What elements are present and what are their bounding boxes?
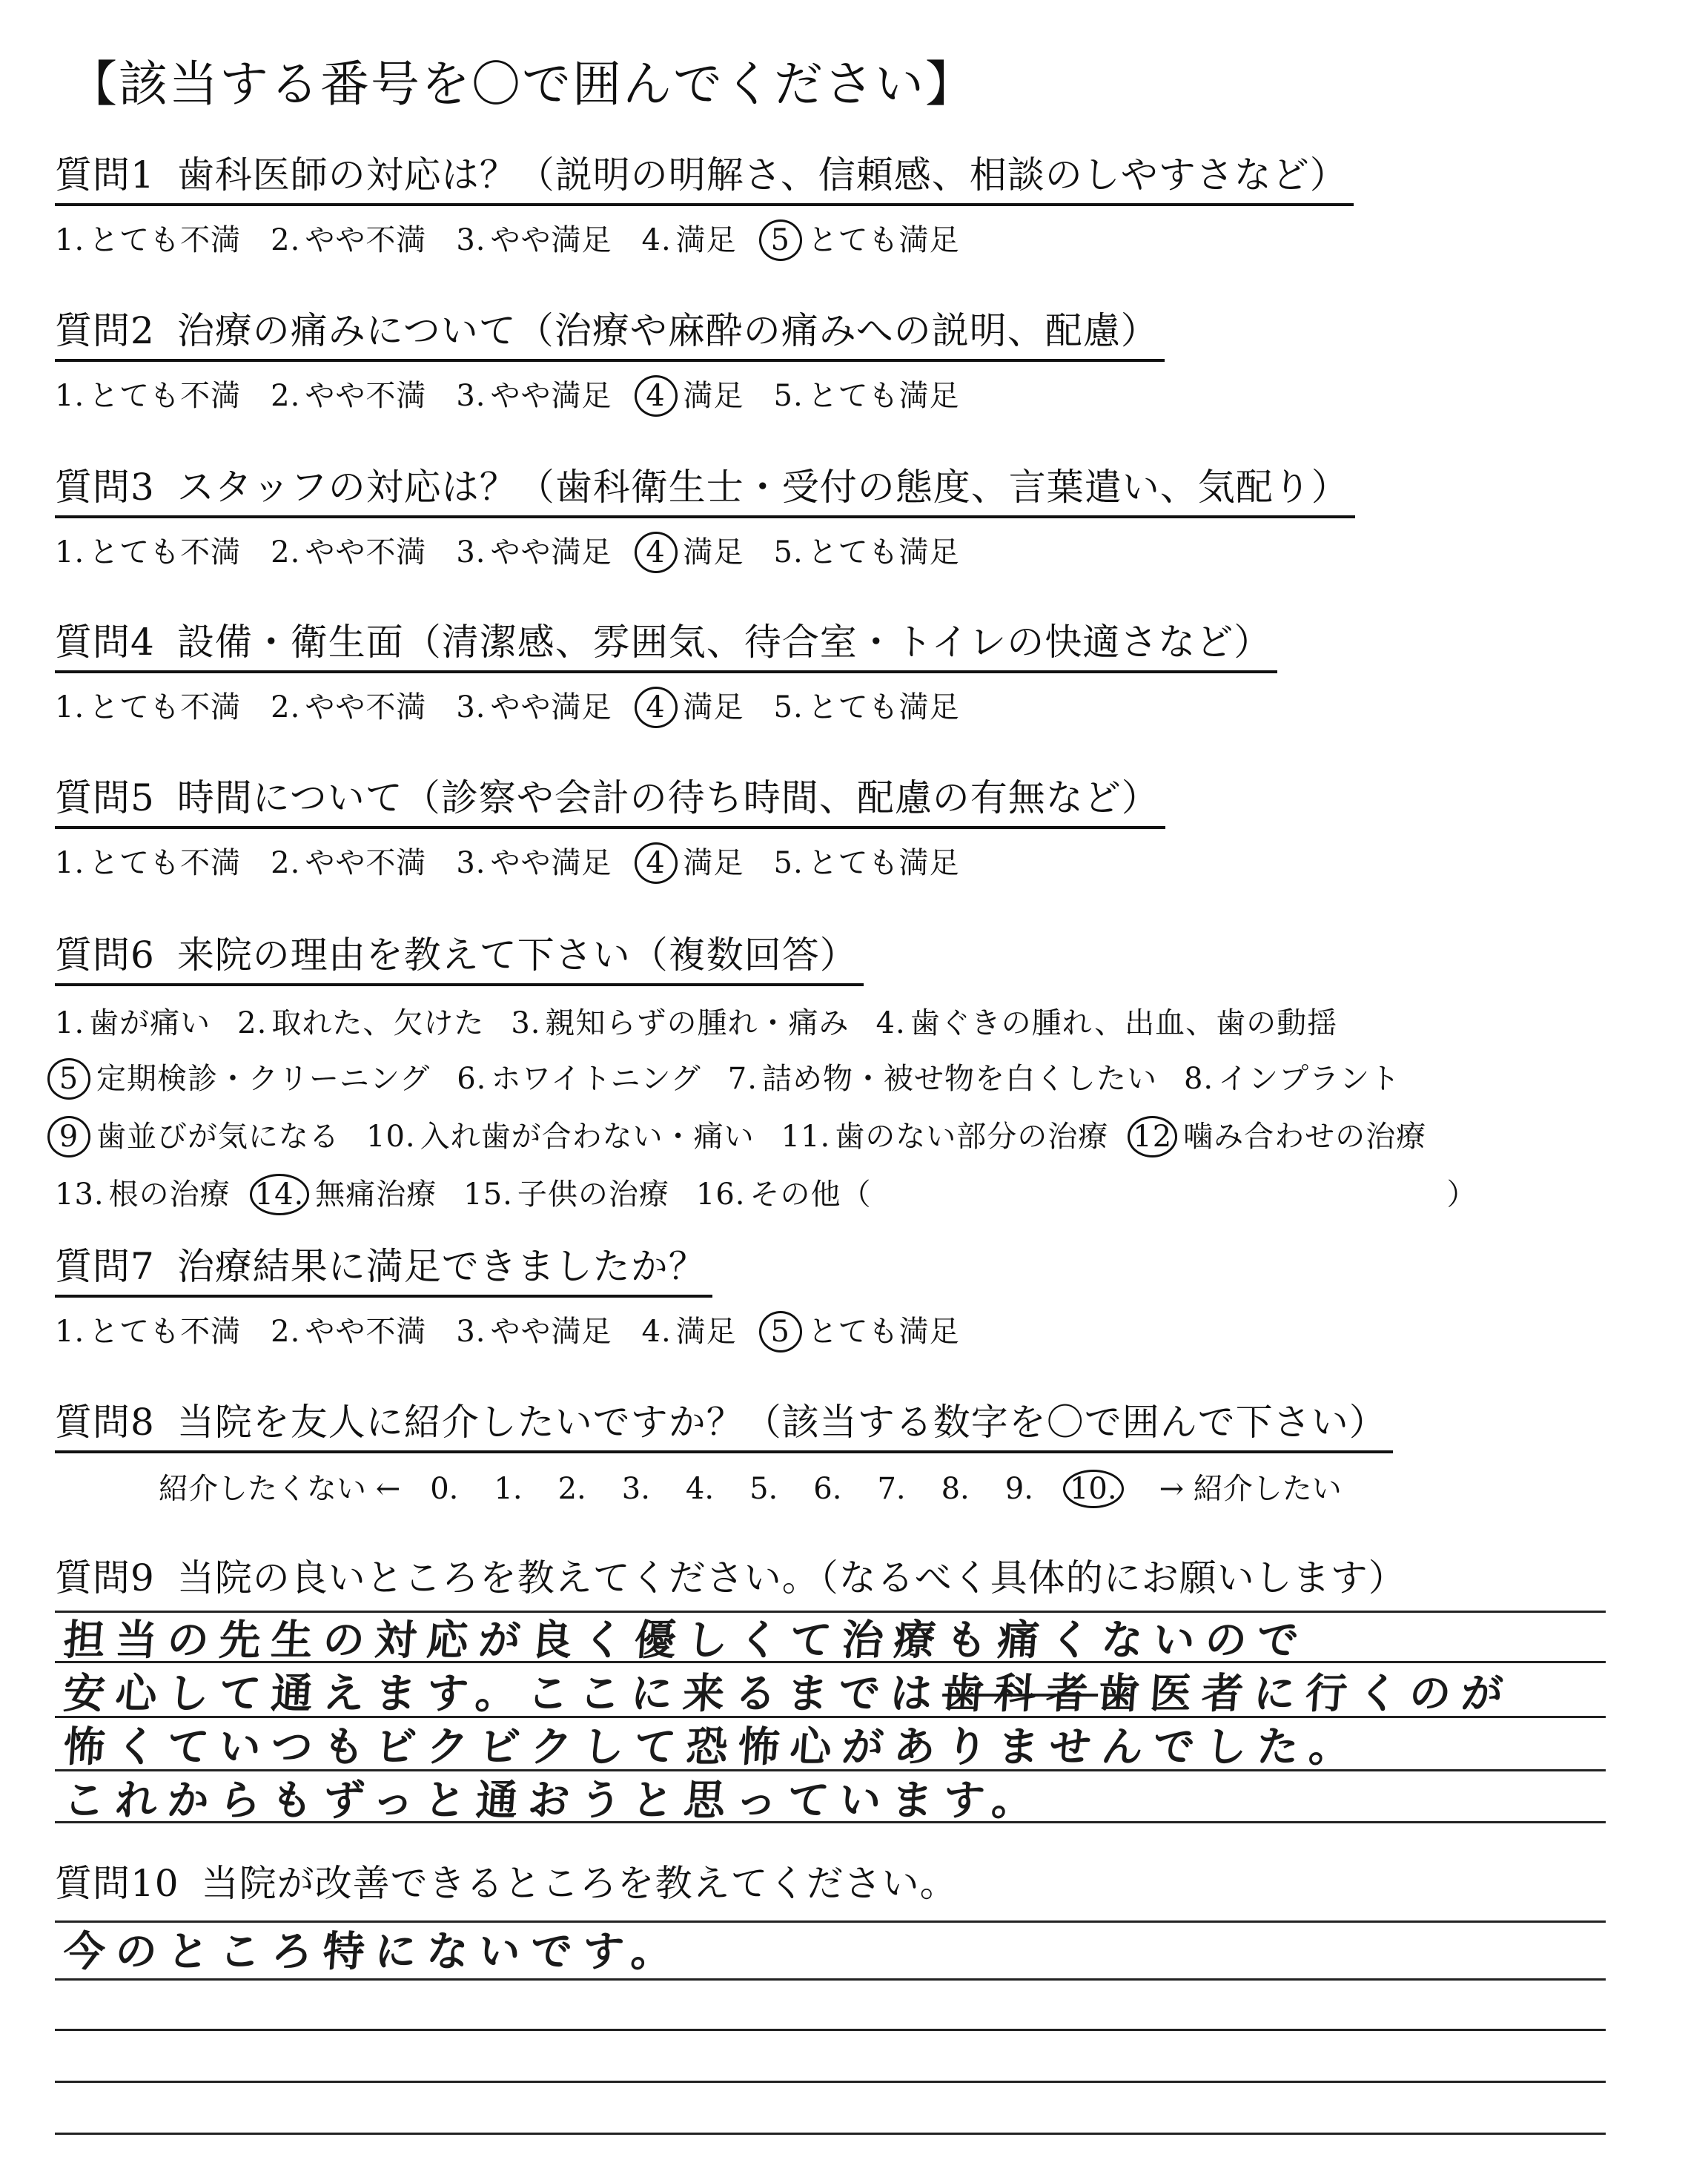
option-label: やや不満 — [305, 690, 427, 724]
scale-value[interactable]: 3. — [621, 1472, 650, 1506]
reason-option[interactable] — [463, 1171, 669, 1213]
question-9-title: 質問9 当院の良いところを教えてください。（なるべく具体的にお願いします） — [55, 1556, 1406, 1599]
option[interactable] — [55, 1308, 241, 1350]
option-number: 4 — [635, 375, 678, 417]
option-number: 3. — [511, 1006, 541, 1040]
question-3 — [55, 458, 1355, 573]
option-number: 1. — [55, 1006, 85, 1040]
option-label: ホワイトニング — [491, 1062, 701, 1096]
ruled-line-row — [55, 2029, 1606, 2031]
option-label: とても不満 — [89, 1315, 242, 1349]
option-label: その他（ — [749, 1178, 872, 1212]
option-label: とても満足 — [807, 535, 960, 569]
selected-reason[interactable] — [55, 1055, 430, 1100]
other-close-paren: ） — [1446, 1178, 1477, 1212]
option[interactable] — [456, 684, 612, 726]
option-label: 歯ぐきの腫れ、出血、歯の動揺 — [910, 1006, 1338, 1040]
option-label: 詰め物・被せ物を白くしたい — [761, 1062, 1157, 1096]
selected-option[interactable] — [767, 1308, 960, 1353]
scale-value[interactable]: 2. — [557, 1472, 586, 1506]
handwritten-answer-line: 担当の先生の対応が良く優しくて治療も痛くないので — [62, 1616, 1311, 1665]
option-label: とても不満 — [89, 846, 242, 880]
scale-value[interactable]: 8. — [941, 1472, 970, 1506]
reason-option[interactable] — [876, 1000, 1338, 1042]
option-number: 1. — [55, 846, 85, 880]
option-label: 満足 — [683, 379, 744, 413]
selected-option[interactable] — [642, 684, 744, 728]
option-number: 3. — [456, 846, 486, 880]
handwritten-answer-line: これからもずっと通おうと思っています。 — [62, 1777, 1046, 1825]
option-number: 15. — [463, 1178, 513, 1212]
selected-option[interactable] — [642, 529, 744, 573]
question-number: 質問1 — [55, 153, 155, 196]
selected-reason[interactable] — [55, 1113, 340, 1157]
question-number: 質問8 — [55, 1401, 155, 1444]
option-number: 4 — [635, 532, 678, 573]
ruled-line — [55, 1978, 1606, 1981]
option-number: 3. — [456, 379, 486, 413]
option-number: 3. — [456, 223, 486, 257]
question-9 — [55, 1548, 1412, 1606]
option-label: やや満足 — [490, 535, 612, 569]
option-number: 2. — [271, 535, 301, 569]
option-label: 子供の治療 — [517, 1178, 669, 1212]
selected-option[interactable] — [642, 372, 744, 417]
option-label: やや不満 — [305, 535, 427, 569]
scale-value[interactable]: 6. — [813, 1472, 842, 1506]
question-4-options — [55, 684, 1277, 728]
option-label: インプラント — [1218, 1062, 1401, 1096]
option[interactable] — [271, 684, 426, 726]
ruled-line-row — [55, 1978, 1606, 1981]
option-label: やや満足 — [490, 379, 612, 413]
question-number: 質問9 — [55, 1556, 155, 1599]
option-number: 4. — [641, 223, 672, 257]
option[interactable] — [774, 372, 960, 415]
question-2-options — [55, 372, 1165, 417]
option-label: 取れた、欠けた — [271, 1006, 485, 1040]
option-label: 満足 — [683, 846, 744, 880]
question-8 — [55, 1393, 1393, 1508]
option-number: 4. — [875, 1006, 906, 1040]
option-number: 5. — [773, 535, 804, 569]
scale-value[interactable]: 0. — [430, 1472, 459, 1506]
option[interactable] — [271, 529, 426, 571]
question-2-title: 質問2 治療の痛みについて（治療や麻酔の痛みへの説明、配慮） — [55, 301, 1165, 362]
question-6-options — [55, 1000, 1477, 1215]
option[interactable] — [271, 217, 426, 259]
option-number: 5. — [773, 379, 804, 413]
ruled-line — [55, 2081, 1606, 2083]
option-label: とても満足 — [807, 379, 960, 413]
option-number: 4 — [635, 687, 678, 728]
reason-option[interactable] — [457, 1055, 701, 1097]
scale-value[interactable]: 4. — [685, 1472, 715, 1506]
option-number: 1. — [55, 535, 85, 569]
reason-row — [55, 1000, 1477, 1042]
option-label: とても不満 — [89, 379, 242, 413]
option-label: 入れ歯が合わない・痛い — [420, 1120, 755, 1154]
option-number: 5. — [773, 846, 804, 880]
reason-row — [55, 1055, 1477, 1100]
option-number: 2. — [271, 690, 301, 724]
option-number: 5 — [47, 1058, 90, 1100]
question-7-options — [55, 1308, 990, 1353]
option-label: 満足 — [683, 690, 744, 724]
option[interactable] — [642, 217, 737, 259]
question-8-title: 質問8 当院を友人に紹介したいですか？（該当する数字を〇で囲んで下さい） — [55, 1393, 1393, 1453]
option[interactable] — [456, 217, 612, 259]
option-label: やや不満 — [305, 223, 427, 257]
option-number: 16. — [695, 1178, 746, 1212]
option-label: 根の治療 — [108, 1178, 231, 1212]
option[interactable] — [271, 372, 426, 415]
question-number: 質問3 — [55, 466, 155, 509]
option-number: 14. — [250, 1174, 310, 1215]
option[interactable] — [456, 529, 612, 571]
reason-option[interactable] — [696, 1171, 872, 1213]
question-1-options — [55, 217, 1354, 261]
question-10-title: 質問10 当院が改善できるところを教えてください。 — [55, 1862, 958, 1905]
option-number: 4. — [641, 1315, 672, 1349]
reason-option[interactable] — [728, 1055, 1157, 1097]
ruled-line-row — [55, 2133, 1606, 2135]
selected-reason[interactable] — [1135, 1113, 1426, 1157]
selected-option[interactable] — [767, 217, 960, 261]
option-number: 2. — [271, 1315, 301, 1349]
question-number: 質問7 — [55, 1245, 155, 1288]
option-number: 1. — [55, 1315, 85, 1349]
option-label: やや満足 — [490, 1315, 612, 1349]
selected-reason[interactable] — [254, 1171, 437, 1215]
option-label: とても満足 — [807, 690, 960, 724]
reason-option[interactable] — [55, 1171, 231, 1213]
option-number: 3. — [456, 535, 486, 569]
option-number: 1. — [55, 223, 85, 257]
question-number: 質問6 — [55, 934, 155, 977]
option-number: 12 — [1128, 1116, 1177, 1157]
option[interactable] — [55, 217, 241, 259]
question-number: 質問5 — [55, 776, 155, 819]
question-4 — [55, 612, 1277, 728]
reason-option[interactable] — [55, 1000, 211, 1042]
option-label: 親知らずの腫れ・痛み — [545, 1006, 850, 1040]
answer-text: 歯医者に行くのが — [1096, 1670, 1515, 1718]
option-label: とても不満 — [89, 535, 242, 569]
option[interactable] — [55, 372, 241, 415]
option-number: 2. — [237, 1006, 268, 1040]
question-number: 質問2 — [55, 309, 155, 352]
option-number: 6. — [457, 1062, 487, 1096]
handwritten-answer-line — [62, 1661, 1515, 1720]
reason-option[interactable] — [781, 1113, 1109, 1155]
option-label: 歯が痛い — [89, 1006, 211, 1040]
option-number: 7. — [727, 1062, 758, 1096]
option-label: やや満足 — [490, 846, 612, 880]
option-number: 13. — [55, 1178, 105, 1212]
question-3-title: 質問3 スタッフの対応は？（歯科衛生士・受付の態度、言葉遣い、気配り） — [55, 458, 1355, 518]
option-number: 5. — [773, 690, 804, 724]
option[interactable] — [642, 1308, 737, 1350]
scale-left-label: 紹介したくない ← — [159, 1472, 401, 1506]
question-2 — [55, 301, 1165, 417]
option-number: 1. — [55, 379, 85, 413]
option[interactable] — [456, 839, 612, 882]
option[interactable] — [55, 684, 241, 726]
question-3-options — [55, 529, 1355, 573]
question-1 — [55, 145, 1354, 261]
question-6 — [55, 925, 1477, 1215]
option-label: 満足 — [683, 535, 744, 569]
scale-value[interactable]: 1. — [494, 1472, 523, 1506]
ruled-line — [55, 2133, 1606, 2135]
reason-option[interactable] — [237, 1000, 484, 1042]
handwritten-answer-line: 今のところ特にないです。 — [62, 1928, 685, 1976]
option-label: やや満足 — [490, 223, 612, 257]
option[interactable] — [456, 372, 612, 415]
recommend-scale — [159, 1465, 1393, 1508]
option-label: とても満足 — [807, 1315, 960, 1349]
option-number: 1. — [55, 690, 85, 724]
option-label: やや不満 — [305, 379, 427, 413]
option-label: 定期検診・クリーニング — [96, 1062, 431, 1096]
ruled-line — [55, 2029, 1606, 2031]
option-number: 4 — [635, 842, 678, 884]
option-number: 2. — [271, 223, 301, 257]
reason-row — [55, 1113, 1477, 1157]
reason-option[interactable] — [1184, 1055, 1400, 1097]
option-label: 無痛治療 — [315, 1178, 437, 1212]
option-label: 噛み合わせの治療 — [1183, 1120, 1427, 1154]
option-number: 9 — [47, 1116, 90, 1157]
question-number: 質問4 — [55, 621, 155, 664]
option-label: とても不満 — [89, 223, 242, 257]
option[interactable] — [271, 1308, 426, 1350]
option-number: 11. — [781, 1120, 831, 1154]
option[interactable] — [55, 839, 241, 882]
option-label: 歯並びが気になる — [96, 1120, 340, 1154]
handwritten-answer-line: 怖くていつもビクビクして恐怖心がありませんでした。 — [62, 1723, 1363, 1771]
scale-value[interactable]: 5. — [749, 1472, 778, 1506]
option-number: 3. — [456, 690, 486, 724]
option-number: 3. — [456, 1315, 486, 1349]
option-label: とても満足 — [807, 223, 960, 257]
answer-text: 安心して通えます。ここに来るまでは — [62, 1670, 944, 1718]
option-label: とても満足 — [807, 846, 960, 880]
scale-value[interactable]: 9. — [1004, 1472, 1033, 1506]
option-label: やや満足 — [490, 690, 612, 724]
scale-value[interactable]: 7. — [877, 1472, 906, 1506]
question-10 — [55, 1854, 964, 1912]
option[interactable] — [55, 529, 241, 571]
option-number: 10. — [366, 1120, 416, 1154]
option[interactable] — [271, 839, 426, 882]
reason-row — [55, 1171, 1477, 1215]
ruled-line-row — [55, 2081, 1606, 2083]
option-label: やや不満 — [305, 1315, 427, 1349]
question-7-title: 質問7 治療結果に満足できましたか？ — [55, 1237, 712, 1298]
option-number: 5 — [759, 219, 802, 261]
selected-scale-value[interactable]: 10. — [1063, 1470, 1124, 1508]
option-number: 2. — [271, 379, 301, 413]
question-5-options — [55, 839, 1165, 884]
selected-option[interactable] — [642, 839, 744, 884]
reason-option[interactable] — [366, 1113, 755, 1155]
option-label: とても不満 — [89, 690, 242, 724]
option-label: 歯のない部分の治療 — [835, 1120, 1109, 1154]
form-instruction-header: 【該当する番号を〇で囲んでください】 — [68, 56, 976, 113]
struck-out-word: 歯科者 — [940, 1670, 1100, 1718]
option-number: 5 — [759, 1311, 802, 1353]
option-label: 満足 — [675, 1315, 737, 1349]
question-4-title: 質問4 設備・衛生面（清潔感、雰囲気、待合室・トイレの快適さなど） — [55, 612, 1277, 673]
question-6-title: 質問6 来院の理由を教えて下さい（複数回答） — [55, 925, 864, 986]
question-7 — [55, 1237, 990, 1353]
question-number: 質問10 — [55, 1862, 179, 1905]
option[interactable] — [774, 529, 960, 571]
option[interactable] — [456, 1308, 612, 1350]
option[interactable] — [774, 684, 960, 726]
reason-option[interactable] — [511, 1000, 849, 1042]
question-5-title: 質問5 時間について（診察や会計の待ち時間、配慮の有無など） — [55, 768, 1165, 829]
scale-right-label: → 紹介したい — [1159, 1472, 1342, 1506]
question-5 — [55, 768, 1165, 884]
option-number: 2. — [271, 846, 301, 880]
option-label: やや不満 — [305, 846, 427, 880]
option-label: 満足 — [675, 223, 737, 257]
option[interactable] — [774, 839, 960, 882]
question-1-title: 質問1 歯科医師の対応は？（説明の明解さ、信頼感、相談のしやすさなど） — [55, 145, 1354, 206]
option-number: 8. — [1183, 1062, 1214, 1096]
